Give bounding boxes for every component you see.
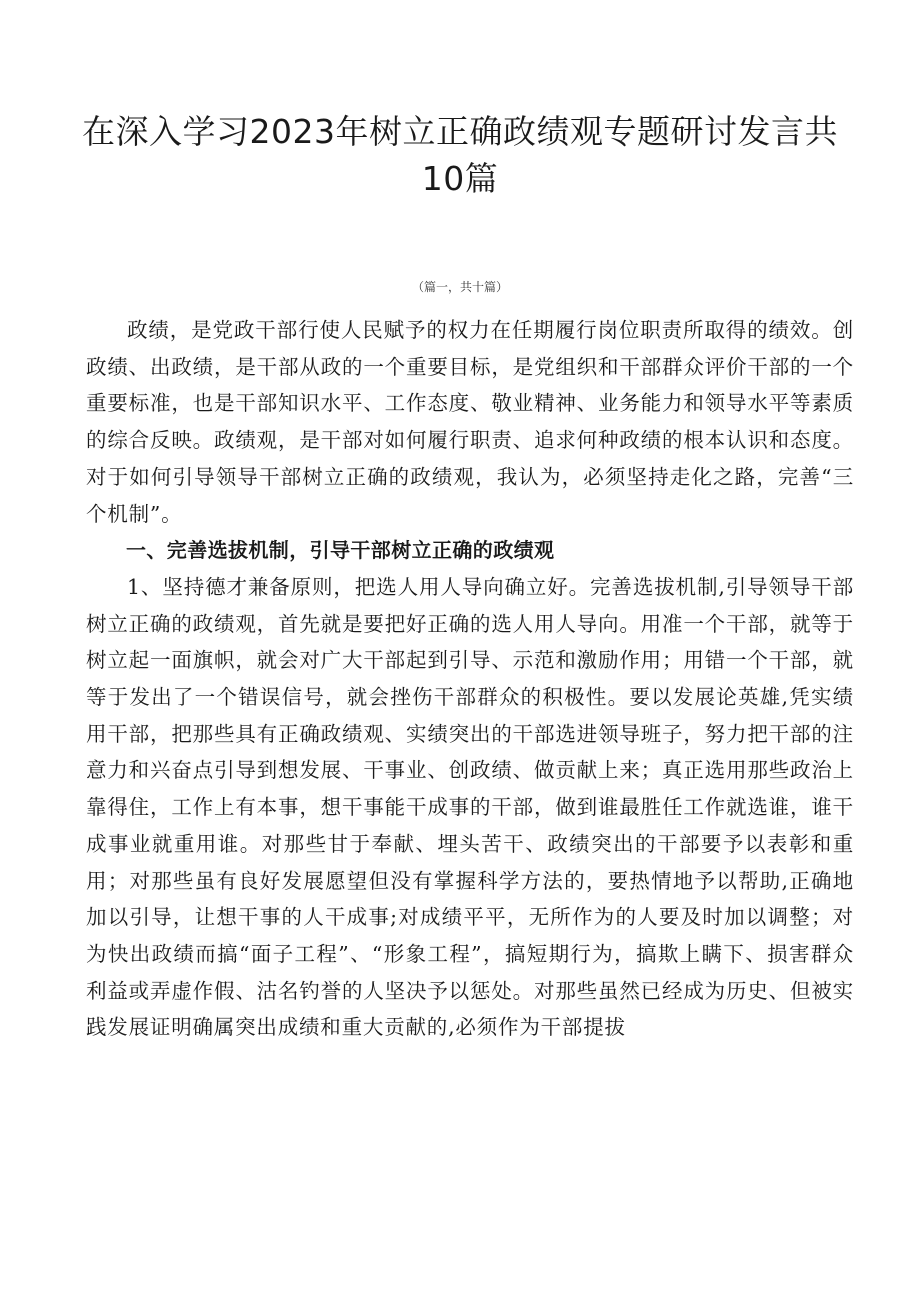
section-paragraph: 1、坚持德才兼备原则，把选人用人导向确立好。完善选拔机制,引导领导干部树立正确的政绩观，首先就是要把好正确的选人用人导向。用准一个干部，就等于树立起一面旗帜，就会对广大干部起到引导、示范和激励作用；用错一个干部，就等于发出了一个错误信号，就会挫伤干部群众的积极性。要以发展论英雄,凭实绩用干部，把那些具有正确政绩观、实绩突出的干部选进领导班子，努力把干部的注意力和兴奋点引导到想发展、干事业、创政绩、做贡献上来；真正选用那些政治上靠得住，工作上有本事，想干事能干成事的干部，做到谁最胜任工作就选谁，谁干成事业就重用谁。对那些甘于奉献、埋头苦干、政绩突出的干部要予以表彰和重用；对那些虽有良好发展愿望但没有掌握科学方法的，要热情地予以帮助,正确地加以引导，让想干事的人干成事;对成绩平平，无所作为的人要及时加以调整；对为快出政绩而搞“面子工程”、“形象工程”，搞短期行为，搞欺上瞒下、损害群众利益或弄虚作假、沽名钓誉的人坚决予以惩处。对那些虽然已经成为历史、但被实践发展证明确属突出成绩和重大贡献的,必须作为干部提拔 [86,574,854,1040]
document-body [86,312,854,1046]
document-title: 在深入学习2023年树立正确政绩观专题研讨发言共10篇 [82,112,838,198]
intro-paragraph: 政绩，是党政干部行使人民赋予的权力在任期履行岗位职责所取得的绩效。创政绩、出政绩，是干部从政的一个重要目标，是党组织和干部群众评价干部的一个重要标准，也是干部知识水平、工作态度、敬业精神、业务能力和领导水平等素质的综合反映。政绩观，是干部对如何履行职责、追求何种政绩的根本认识和态度。对于如何引导领导干部树立正确的政绩观，我认为，必须坚持走化之路，完善“三个机制”。 [86,318,854,526]
document-subtitle: （篇一，共十篇） [411,280,508,294]
section-heading: 一、完善选拔机制，引导干部树立正确的政绩观 [126,538,555,563]
